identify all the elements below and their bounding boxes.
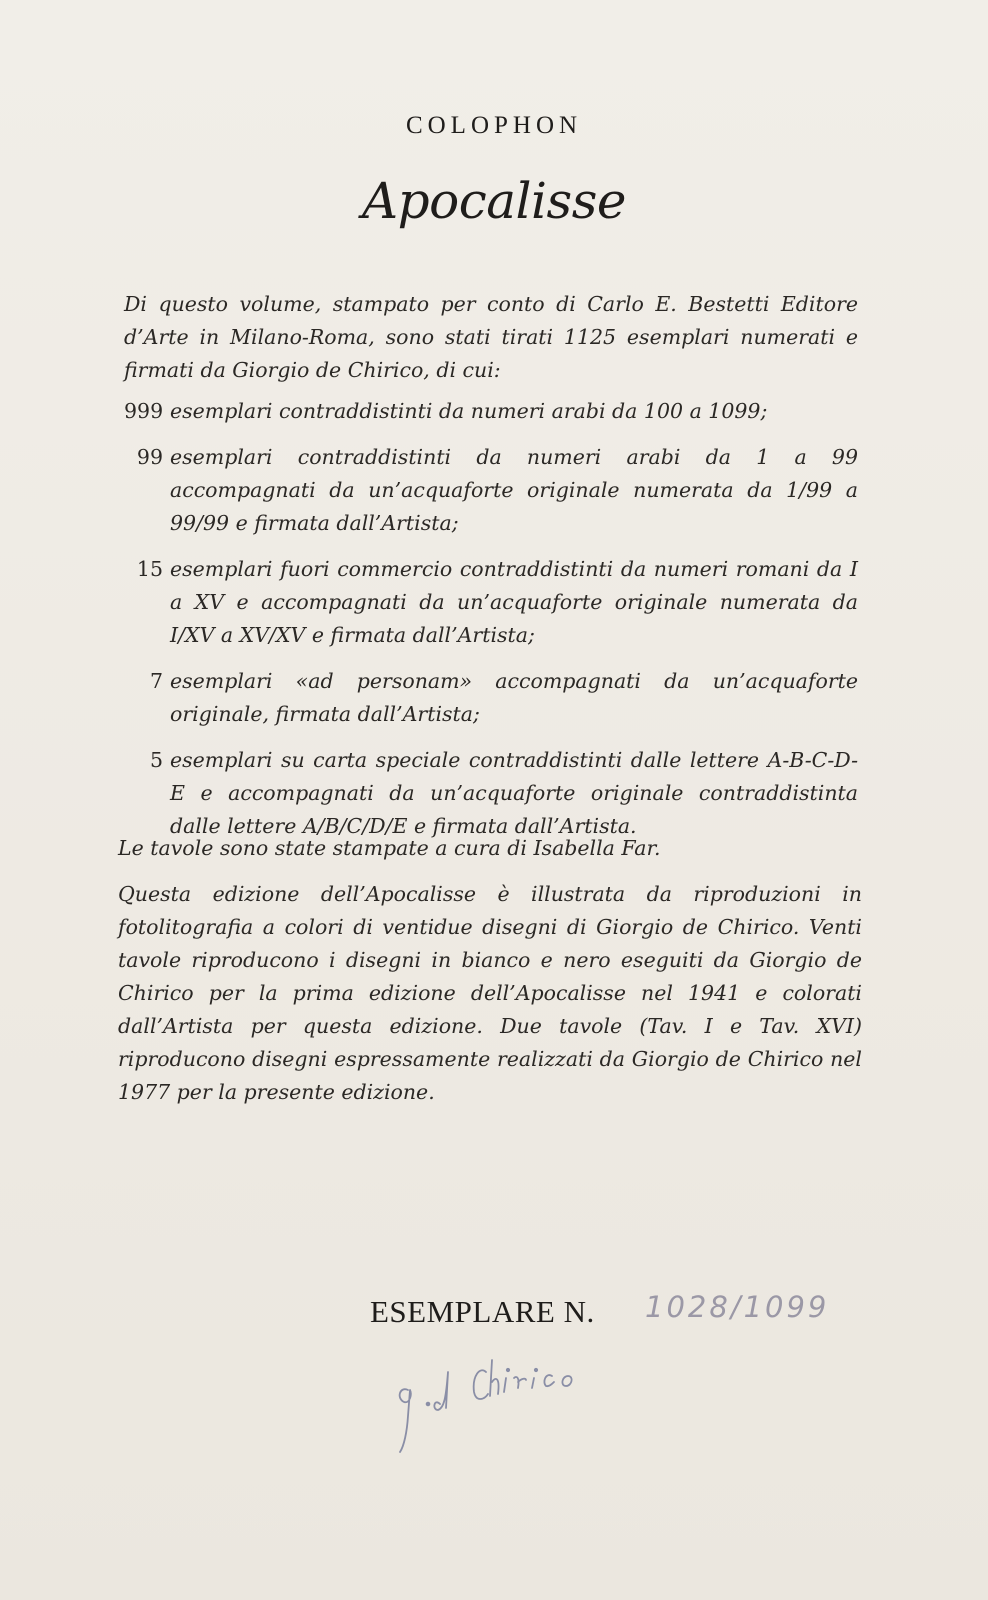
entry-count: 999 — [124, 399, 164, 423]
list-item — [124, 744, 858, 843]
list-item — [124, 395, 858, 428]
list-item — [124, 441, 858, 540]
edition-note: Questa edizione dell’Apocalisse è illustrata da riproduzioni in fotolitografia a colori di ventidue disegni di Giorgio de Chirico. Venti tavole riproducono i disegni in bianco e nero eseguiti da Giorgio de Chirico per la prima edizione dell’Apocalisse nel 1941 e colorati dall’Artista per questa edizione. Due tavole (Tav. I e Tav. XVI) riproducono disegni espressamente realizzati da Giorgio de Chirico nel 1977 per la presente edizione. — [118, 882, 862, 1104]
entry-text: esemplari su carta speciale contraddistinti dalle lettere A-B-C-D-E e accompagnati da un’acquaforte originale contraddistinta dalle lettere A/B/C/D/E e firmata dall’Artista. — [170, 748, 858, 838]
artist-signature — [388, 1352, 608, 1462]
entry-count: 7 — [149, 669, 163, 693]
handwritten-copy-number: 1028/1099 — [645, 1290, 830, 1324]
list-item — [124, 665, 858, 731]
entry-count: 5 — [149, 748, 163, 772]
edition-list — [124, 395, 858, 856]
entry-count: 99 — [136, 445, 163, 469]
book-title: Apocalisse — [362, 172, 626, 230]
copy-number-label: ESEMPLARE N. — [370, 1294, 595, 1329]
page-heading: COLOPHON — [405, 112, 583, 139]
entry-text: esemplari fuori commercio contraddistinti da numeri romani da I a XV e accompagnati da un’acquaforte originale numerata da I/XV a XV/XV e firmata dall’Artista; — [170, 557, 858, 647]
list-item — [124, 553, 858, 652]
entry-text: esemplari contraddistinti da numeri arabi da 1 a 99 accompagnati da un’acquaforte originale numerata da 1/99 a 99/99 e firmata dall’Artista; — [170, 445, 858, 535]
entry-text: esemplari contraddistinti da numeri arabi da 100 a 1099; — [170, 399, 768, 423]
intro-paragraph: Di questo volume, stampato per conto di Carlo E. Bestetti Editore d’Arte in Milano-Roma, sono stati tirati 1125 esemplari numerati e firmati da Giorgio de Chirico, di cui: — [124, 292, 858, 382]
entry-text: esemplari «ad personam» accompagnati da un’acquaforte originale, firmata dall’Artista; — [170, 669, 858, 726]
plates-note: Le tavole sono state stampate a cura di Isabella Far. — [118, 836, 661, 860]
entry-count: 15 — [136, 557, 163, 581]
